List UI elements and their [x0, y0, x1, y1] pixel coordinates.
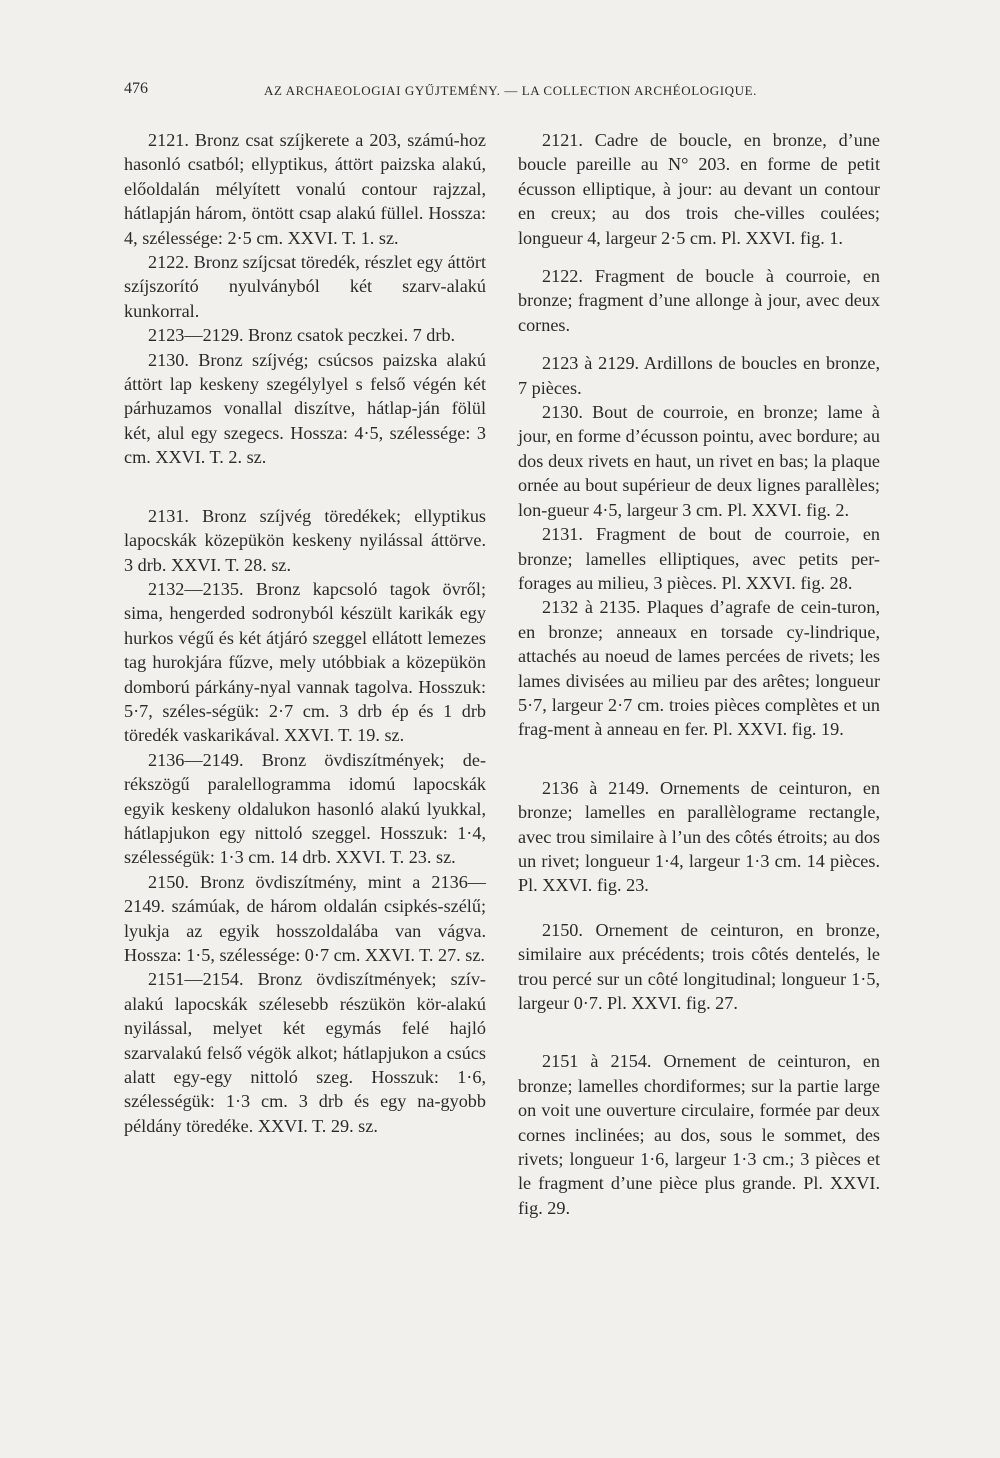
- entry-2132-2135-fr: 2132 à 2135. Plaques d’agrafe de cein-turon, en bronze; anneaux en torsade cy-lindrique, attachés au noeud de lames percées de rivets; les lames divisées au milieu par des arêtes; longueur 5·7, largeur 2·7 cm. troies pièces complètes et un frag-ment à anneau en fer. Pl. XXVI. fig. 19.: [518, 597, 880, 740]
- entry-2122-fr: 2122. Fragment de boucle à courroie, en bronze; fragment d’une allonge à jour, avec deux cornes.: [518, 266, 880, 335]
- entry-2123-2129-hu: 2123—2129. Bronz csatok peczkei. 7 drb.: [148, 325, 456, 346]
- entry-2131-fr: 2131. Fragment de bout de courroie, en bronze; lamelles elliptiques, avec petits per-forages au milieu, 3 pièces. Pl. XXVI. fig. 28.: [518, 524, 880, 593]
- entry-2132-2135-hu: 2132—2135. Bronz kapcsoló tagok övről; sima, hengerded sodronyból készült karikák egy hurkos végű és két átjáró szeggel ellátott lemezes tag hurokjára fűzve, mely utóbbiak a közepükön domború párkány-nyal vannak tagolva. Hosszuk: 5·7, széles-ségük: 2·7 cm. 3 drb ép és 1 drb töredék vaskarikával. XXVI. T. 19. sz.: [124, 578, 486, 746]
- entry-2123-2129-fr: 2123 à 2129. Ardillons de boucles en bronze, 7 pièces.: [518, 353, 880, 398]
- entry-2122-hu: 2122. Bronz szíjcsat töredék, részlet egy áttört szíjszorító nyulványból két szarv-alakú kunkorral.: [124, 252, 486, 321]
- page-number: 476: [124, 80, 148, 97]
- entry-2121-hu: 2121. Bronz csat szíjkerete a 203, számú-hoz hasonló csatból; ellyptikus, áttört paizska alakú, előoldalán mélyített vonalú contour rajzzal, hátlapján három, öntött csap alakú füllel. Hossza: 4, szélessége: 2·5 cm. XXVI. T. 1. sz.: [124, 130, 486, 248]
- entry-2150-hu: 2150. Bronz övdiszítmény, mint a 2136—2149. számúak, de három oldalán csipkés-szélű; lyukja az egyik hosszoldalába van vágva. Hossza: 1·5, szélessége: 0·7 cm. XXVI. T. 27. sz.: [124, 871, 486, 965]
- entry-2151-2154-fr: 2151 à 2154. Ornement de ceinturon, en bronze; lamelles chordiformes; sur la partie large on voit une ouverture circulaire, formée par deux cornes inclinées; au dos, sous le sommet, des rivets; longueur 1·6, largeur 1·3 cm.; 3 pièces et le fragment d’une pièce plus grande. Pl. XXVI. fig. 29.: [518, 1051, 880, 1218]
- entry-2136-2149-hu: 2136—2149. Bronz övdiszítmények; de-rékszögű paralellogramma idomú lapocskák egyik keskeny oldalukon hasonló alakú lyukkal, hátlapjukon egy nittoló szeggel. Hosszuk: 1·4, szélességük: 1·3 cm. 14 drb. XXVI. T. 23. sz.: [124, 749, 486, 868]
- running-title: AZ ARCHAEOLOGIAI GYŰJTEMÉNY. — LA COLLECTION ARCHÉOLOGIQUE.: [264, 83, 758, 98]
- entry-2130-hu: 2130. Bronz szíjvég; csúcsos paizska alakú áttört lap keskeny szegélylyel s felső végén két párhuzamos vonallal diszítve, hátlap-ján fölül két, alul egy szegecs. Hossza: 4·5, szélessége: 3 cm. XXVI. T. 2. sz.: [124, 349, 486, 468]
- entry-2131-hu: 2131. Bronz szíjvég töredékek; ellyptikus lapocskák közepükön keskeny nyilással áttörve. 3 drb. XXVI. T. 28. sz.: [124, 505, 486, 575]
- entry-2150-fr: 2150. Ornement de ceinturon, en bronze, similaire aux précédents; trois côtés dentelés, le trou percé sur un côté longitudinal; longueur 1·5, largeur 0·7. Pl. XXVI. fig. 27.: [518, 919, 880, 1013]
- french-column: [518, 128, 880, 1220]
- entry-2151-2154-hu: 2151—2154. Bronz övdiszítmények; szív-alakú lapocskák szélesebb részükön kör-alakú nyilással, melyet két egymás felé hajló szarvalakú felső végök alkot; hátlapjukon a csúcs alatt egy-egy nittoló szeg. Hosszuk: 1·6, szélességük: 1·3 cm. 3 drb és egy na-gyobb példány töredéke. XXVI. T. 29. sz.: [124, 969, 486, 1136]
- entry-2136-2149-fr: 2136 à 2149. Ornements de ceinturon, en bronze; lamelles en parallèlograme rectangle, avec trou similaire à l’un des côtés étroits; au dos un rivet; longueur 1·4, largeur 1·3 cm. 14 pièces. Pl. XXVI. fig. 23.: [518, 777, 880, 896]
- page-header: [124, 80, 876, 104]
- entry-2121-fr: 2121. Cadre de boucle, en bronze, d’une boucle pareille au N° 203. en forme de petit écusson elliptique, à jour: au devant un contour en creux; au dos trois che-villes coulées; longueur 4, largeur 2·5 cm. Pl. XXVI. fig. 1.: [518, 130, 880, 248]
- entry-2130-fr: 2130. Bout de courroie, en bronze; lame à jour, en forme d’écusson pointu, avec bordure; au dos deux rivets en haut, un rivet en bas; la plaque ornée au bout supérieur de deux lignes parallèles; lon-gueur 4·5, largeur 3 cm. Pl. XXVI. fig. 2.: [518, 402, 880, 520]
- hungarian-column: [124, 128, 486, 1138]
